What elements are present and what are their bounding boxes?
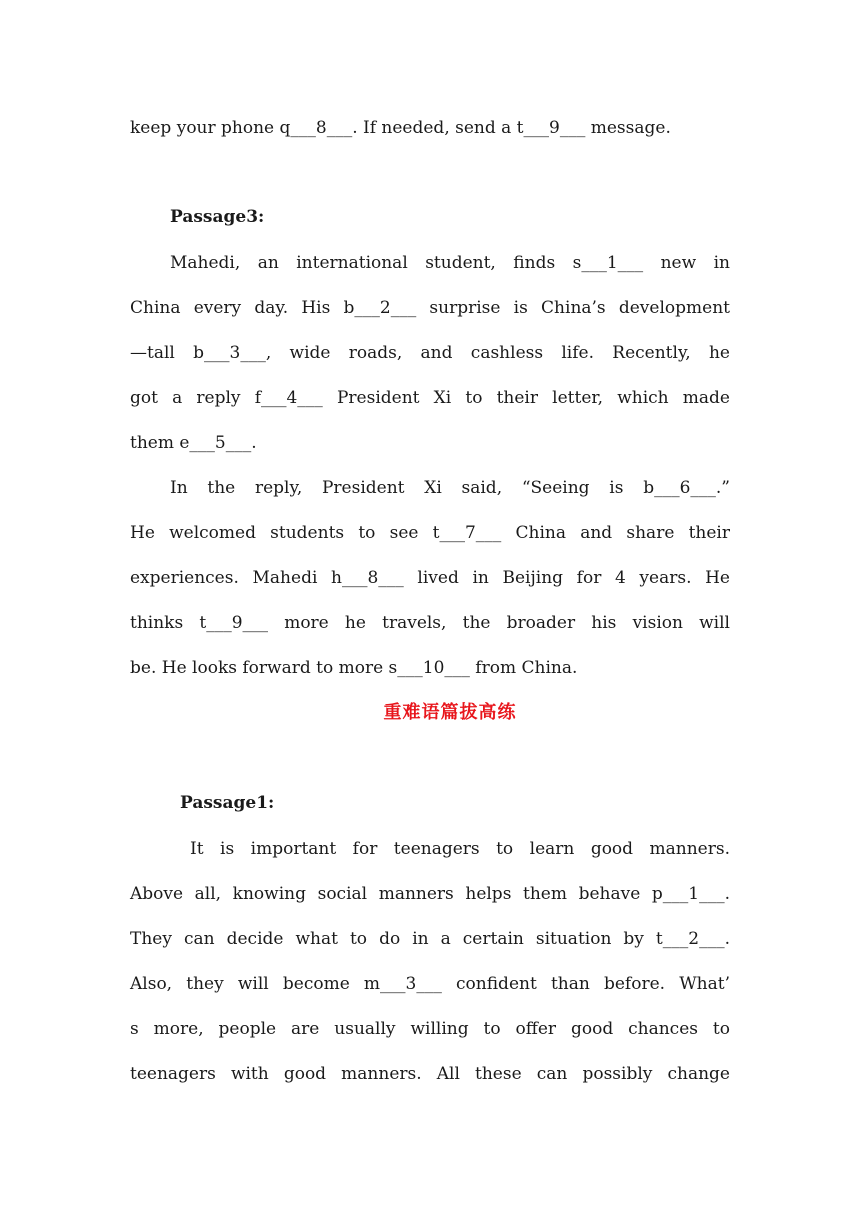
passage1-line: They can decide what to do in a certain situation by t___2___.: [130, 929, 730, 949]
passage1-line: teenagers with good manners. All these can possibly change: [130, 1064, 730, 1084]
passage3-line: be. He looks forward to more s___10___ from China.: [130, 658, 578, 678]
passage3-line: —tall b___3___, wide roads, and cashless life. Recently, he: [130, 343, 730, 363]
passage3-line: them e___5___.: [130, 433, 257, 453]
passage1-line: s more, people are usually willing to offer good chances to: [130, 1019, 730, 1039]
passage3-line: Mahedi, an international student, finds s___1___ new in: [170, 253, 730, 273]
passage3-line: China every day. His b___2___ surprise is China’s development: [130, 298, 730, 318]
passage3-line: He welcomed students to see t___7___ China and share their: [130, 523, 730, 543]
passage1-heading: Passage1:: [180, 793, 275, 813]
passage3-line: experiences. Mahedi h___8___ lived in Beijing for 4 years. He: [130, 568, 730, 588]
continued-line: keep your phone q___8___. If needed, send a t___9___ message.: [130, 118, 671, 138]
passage1-line: Above all, knowing social manners helps them behave p___1___.: [130, 884, 730, 904]
passage3-line: thinks t___9___ more he travels, the broader his vision will: [130, 613, 730, 633]
passage1-line: Also, they will become m___3___ confident than before. What’: [130, 974, 730, 994]
passage3-line: In the reply, President Xi said, “Seeing is b___6___.”: [170, 478, 730, 498]
passage3-heading: Passage3:: [170, 207, 265, 227]
passage3-line: got a reply f___4___ President Xi to their letter, which made: [130, 388, 730, 408]
passage1-line: It is important for teenagers to learn good manners.: [190, 839, 730, 859]
section-title: 重难语篇拔高练: [383, 702, 517, 723]
